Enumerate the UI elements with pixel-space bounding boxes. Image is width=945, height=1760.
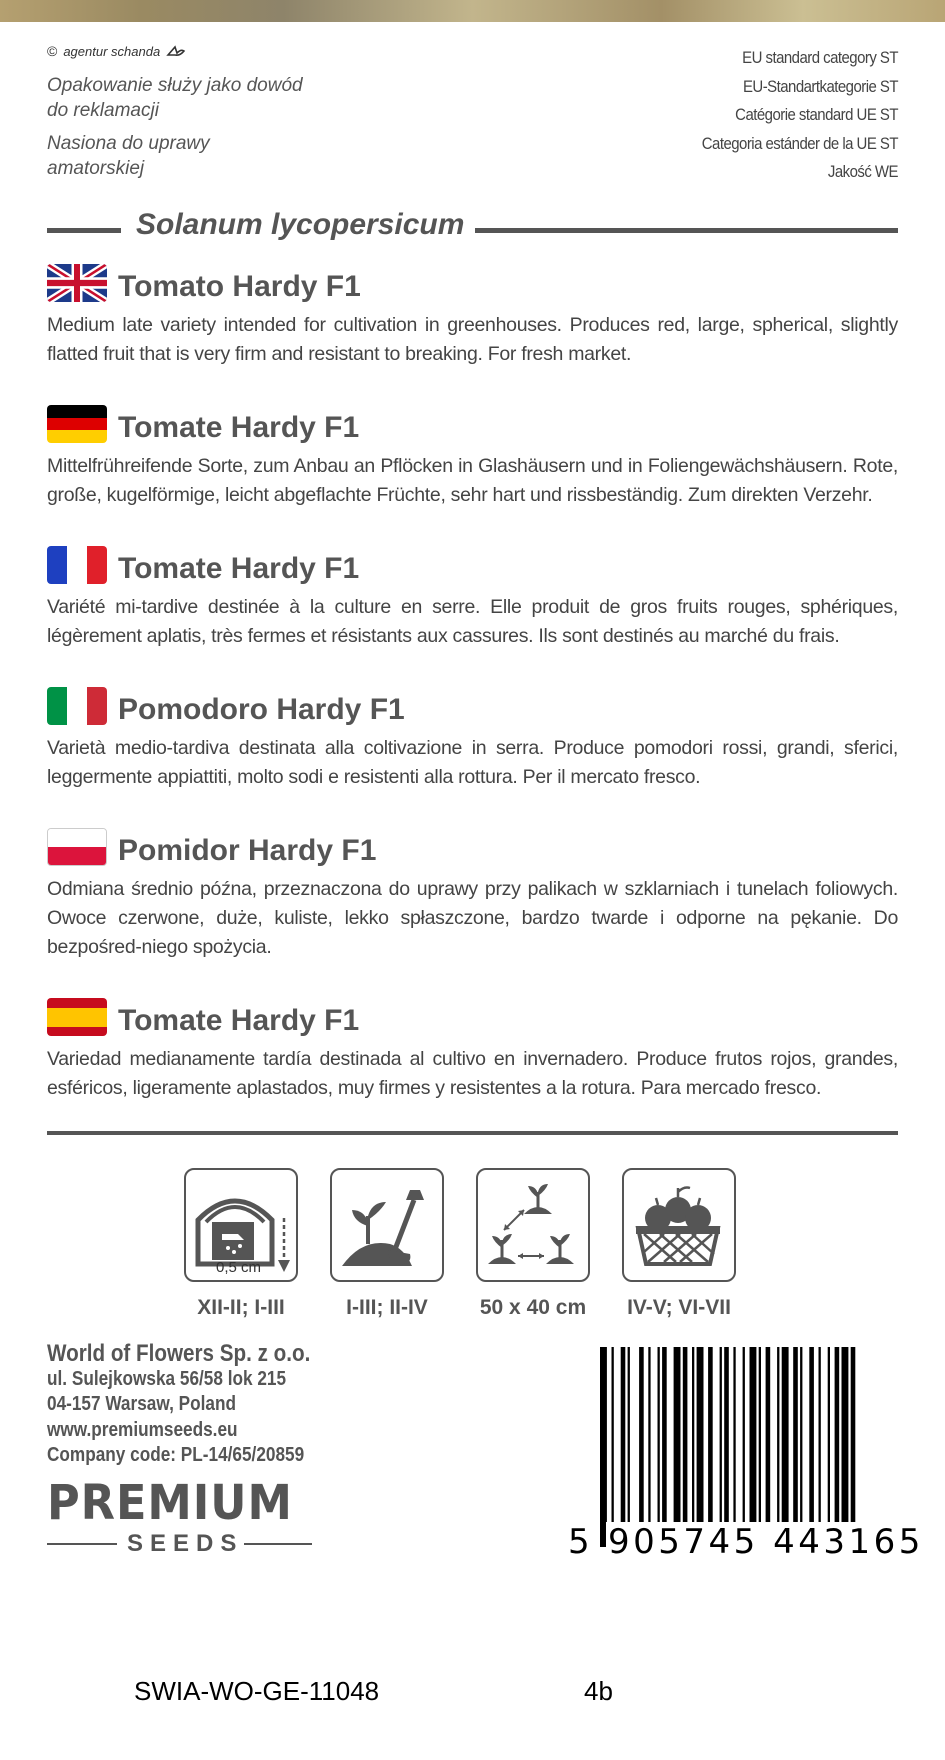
- variety-description-pl: Odmiana średnio późna, przeznaczona do uprawy przy palikach w szklarniach i tunelach foliowych. Owoce czerwone, duże, kuliste, lekko spłaszczone, bardzo twarde i odporne na pękanie. Do bezpośred-niego spożycia.: [47, 878, 898, 958]
- barcode-bar: [835, 1347, 840, 1525]
- sowing-depth-label: 0,5 cm: [216, 1259, 262, 1276]
- barcode-bar: [819, 1347, 821, 1525]
- category-line: Jakość WE: [827, 162, 898, 181]
- uk-flag-icon: [47, 264, 107, 302]
- variety-title-pl: Pomidor Hardy F1: [118, 834, 377, 867]
- amateur-note: Nasiona do uprawy amatorskiej: [47, 133, 210, 179]
- category-line: Categoria estánder de la UE ST: [701, 133, 898, 153]
- barcode-bar: [793, 1347, 798, 1525]
- barcode-bar: [782, 1347, 789, 1525]
- company-code: Company code: PL-14/65/20859: [47, 1444, 305, 1466]
- barcode-bar: [628, 1347, 630, 1525]
- product-code: SWIA-WO-GE-11048: [134, 1676, 380, 1706]
- barcode-bar: [800, 1347, 802, 1525]
- barcode-bar: [648, 1347, 650, 1525]
- logo-seeds: SEEDS: [127, 1530, 244, 1557]
- barcode-bar: [766, 1347, 771, 1525]
- variety-title-en: Tomato Hardy F1: [118, 270, 361, 303]
- barcode-bar: [733, 1347, 735, 1547]
- quality-categories: [702, 44, 898, 187]
- spacing-caption: 50 x 40 cm: [479, 1296, 587, 1319]
- company-city: 04-157 Warsaw, Poland: [47, 1393, 236, 1415]
- page-number: 4b: [584, 1676, 613, 1706]
- barcode-bar: [777, 1347, 779, 1525]
- header-photo-strip: [0, 0, 945, 22]
- harvest-basket-icon: [622, 1168, 736, 1282]
- category-line: EU standard category ST: [742, 48, 898, 67]
- barcode-bar: [639, 1347, 644, 1525]
- barcode-first-digit: 5: [568, 1522, 594, 1562]
- es-flag-icon: [47, 998, 107, 1036]
- variety-description-en: Medium late variety intended for cultivation in greenhouses. Produces red, large, spherical, slightly flatted fruit that is very firm and resistant to breaking. For fresh market.: [47, 314, 898, 365]
- fr-flag-icon: [47, 546, 107, 584]
- barcode-bar: [750, 1347, 757, 1525]
- barcode-bar: [759, 1347, 761, 1525]
- company-website: www.premiumseeds.eu: [47, 1418, 238, 1441]
- company-street: ul. Sulejkowska 56/58 lok 215: [47, 1367, 287, 1390]
- latin-name: Solanum lycopersicum: [136, 208, 465, 241]
- complaint-note: Opakowanie służy jako dowód do reklamacji: [47, 75, 303, 121]
- copyright-symbol: ©: [47, 43, 58, 59]
- barcode-bar: [724, 1347, 729, 1525]
- copyright-text: agentur schanda: [63, 43, 161, 59]
- barcode-bar: [809, 1347, 814, 1525]
- variety-description-fr: Variété mi-tardive destinée à la culture en serre. Elle produit de gros fruits rouges, sphériques, légèrement aplatis, très fermes et résistants aux cassures. Ils sont destinés au marché du frais.: [47, 596, 898, 647]
- category-line: EU-Standartkategorie ST: [743, 76, 898, 96]
- premium-seeds-logo: [47, 1475, 312, 1558]
- variety-title-it: Pomodoro Hardy F1: [118, 693, 405, 726]
- barcode-bar: [851, 1347, 856, 1547]
- barcode-bar: [683, 1347, 688, 1525]
- section-divider: [47, 1131, 898, 1135]
- logo-line-left: [47, 1543, 117, 1545]
- barcode-bar: [674, 1347, 681, 1525]
- planting-period-caption: I-III; II-IV: [346, 1296, 428, 1319]
- variety-title-de: Tomate Hardy F1: [118, 411, 360, 444]
- ean-barcode: [568, 1347, 924, 1562]
- variety-title-es: Tomate Hardy F1: [118, 1004, 360, 1037]
- barcode-bar: [658, 1347, 660, 1525]
- barcode-bar: [708, 1347, 713, 1525]
- rule-left: [47, 228, 121, 233]
- agency-logo-icon: [166, 45, 186, 57]
- barcode-bars: [600, 1347, 895, 1547]
- barcode-bar: [612, 1347, 614, 1547]
- de-flag-icon: [47, 405, 107, 443]
- plant-spacing-icon: [476, 1168, 590, 1282]
- barcode-digits: 905745 443165: [608, 1522, 924, 1562]
- barcode-bar: [621, 1347, 626, 1525]
- barcode-bar: [692, 1347, 694, 1525]
- barcode-bar: [828, 1347, 830, 1525]
- category-line: Catégorie standard UE ST: [735, 105, 898, 124]
- it-flag-icon: [47, 687, 107, 725]
- sowing-period-caption: XII-II; I-III: [197, 1296, 285, 1319]
- barcode-bar: [600, 1347, 607, 1547]
- company-address: [47, 1341, 310, 1469]
- pl-flag-icon: [47, 828, 107, 866]
- company-name: World of Flowers Sp. z o.o.: [47, 1340, 311, 1367]
- barcode-bar: [720, 1347, 722, 1525]
- planting-shovel-icon: [330, 1168, 444, 1282]
- logo-line-right: [244, 1543, 312, 1545]
- barcode-bar: [743, 1347, 745, 1547]
- logo-premium: PREMIUM: [47, 1475, 293, 1531]
- variety-description-it: Varietà medio-tardiva destinata alla coltivazione in serra. Produce pomodori rossi, grandi, sferici, leggermente appiattiti, molto sodi e resistenti alla rottura. Per il mercato fresco.: [47, 737, 898, 788]
- copyright-line: [47, 43, 186, 59]
- rule-right: [475, 228, 898, 233]
- barcode-bar: [842, 1347, 849, 1547]
- variety-description-de: Mittelfrühreifende Sorte, zum Anbau an Pflöcken in Glashäusern und in Foliengewächshäusern. Rote, große, kugelförmige, leicht abgeflachte Früchte, sehr hart und rissbeständig. Zum direkten Verzehr.: [47, 455, 898, 506]
- variety-description-es: Variedad medianamente tardía destinada al cultivo en invernadero. Produce frutos rojos, grandes, esféricos, ligeramente aplastados, muy firmes y resistentes a la rotura. Para mercado fresco.: [47, 1048, 898, 1099]
- variety-title-fr: Tomate Hardy F1: [118, 552, 360, 585]
- barcode-bar: [662, 1347, 667, 1525]
- latin-name-row: [47, 208, 898, 248]
- barcode-bar: [697, 1347, 704, 1525]
- greenhouse-sowing-icon: [184, 1168, 298, 1282]
- harvest-period-caption: IV-V; VI-VII: [627, 1296, 731, 1319]
